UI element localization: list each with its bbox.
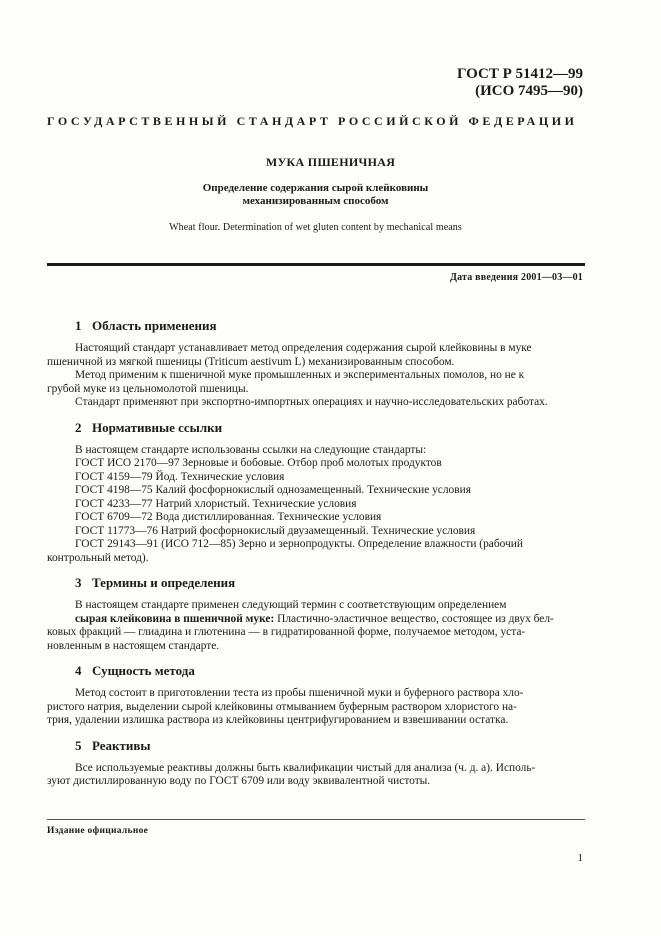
paragraph: Настоящий стандарт устанавливает метод определения содержания сырой клейковины в муке [75, 342, 532, 354]
paragraph-continuation: грубой муке из цельномолотой пшеницы. [47, 382, 249, 395]
paragraph-continuation: пшеничной из мягкой пшеницы (Triticum aestivum L) механизированным способом. [47, 355, 455, 368]
section-heading: 5 Реактивы [75, 737, 151, 753]
introduction-date: Дата введения 2001—03—01 [450, 272, 583, 283]
section-normative-references [47, 419, 585, 566]
section-scope [47, 318, 585, 410]
standard-title: МУКА ПШЕНИЧНАЯ [265, 155, 396, 169]
term-name: сырая клейковина в пшеничной муке: [75, 612, 275, 625]
paragraph-continuation: новленным в настоящем стандарте. [47, 639, 220, 652]
reference-item: ГОСТ 11773—76 Натрий фосфорнокислый двузамещенный. Технические условия [75, 524, 476, 537]
term-definition [75, 613, 585, 627]
section-heading: 2 Нормативные ссылки [75, 419, 223, 435]
reference-item: ГОСТ ИСО 2170—97 Зерновые и бобовые. Отбор проб молотых продуктов [75, 457, 442, 469]
paragraph: В настоящем стандарте применен следующий термин с соответствующим определением [75, 599, 507, 611]
paragraph-continuation: зуют дистиллированную воду по ГОСТ 6709 или воду эквивалентной чистоты. [47, 775, 431, 787]
document-body [47, 318, 585, 799]
paragraph: В настоящем стандарте использованы ссылки на следующие стандарты: [75, 443, 427, 456]
standard-subtitle [0, 182, 631, 208]
paragraph-continuation: трия, удалении излишка раствора из клейковины центрифугированием и взвешивании остатка. [47, 714, 509, 726]
english-title: Wheat flour. Determination of wet gluten content by mechanical means [169, 222, 462, 233]
footer-divider [47, 819, 585, 820]
document-number [457, 66, 583, 100]
section-heading: 1 Область применения [75, 318, 217, 333]
reference-item: ГОСТ 29143—91 (ИСО 712—85) Зерно и зернопродукты. Определение влажности (рабочий [75, 538, 523, 550]
document-number-primary: ГОСТ Р 51412—99 [456, 66, 583, 82]
paragraph-continuation: ристого натрия, выделении сырой клейковины отмыванием буферным раствором хлористого на- [47, 700, 517, 713]
term-definition-text: Пластично-эластичное вещество, состоящее из двух бел- [274, 612, 554, 625]
section-terms [47, 575, 585, 653]
reference-item: ГОСТ 4159—79 Йод. Технические условия [75, 470, 285, 483]
subtitle-line-2: механизированным способом [242, 195, 389, 207]
header-divider [47, 263, 585, 266]
paragraph: Метод применим к пшеничной муке промышленных и экспериментальных помолов, но не к [75, 369, 525, 381]
paragraph: Стандарт применяют при экспортно-импортных операциях и научно-исследовательских работах. [75, 396, 548, 408]
reference-item: ГОСТ 4233—77 Натрий хлористый. Технические условия [75, 497, 357, 510]
subtitle-line-1: Определение содержания сырой клейковины [202, 182, 429, 194]
paragraph: Все используемые реактивы должны быть квалификации чистый для анализа (ч. д. а). Исполь- [75, 761, 536, 774]
section-method-principle [47, 663, 585, 728]
section-heading: 3 Термины и определения [75, 575, 236, 590]
edition-note: Издание официальное [47, 826, 149, 836]
section-heading: 4 Сущность метода [75, 663, 195, 678]
government-standard-title: ГОСУДАРСТВЕННЫЙ СТАНДАРТ РОССИЙСКОЙ ФЕДЕРАЦИИ [47, 114, 578, 128]
reference-item: ГОСТ 6709—72 Вода дистиллированная. Технические условия [75, 511, 382, 523]
section-reagents [47, 737, 585, 789]
page-number: 1 [577, 852, 583, 864]
document-number-iso: (ИСО 7495—90) [475, 83, 583, 99]
paragraph-continuation: контрольный метод). [47, 551, 149, 564]
paragraph: Метод состоит в приготовлении теста из пробы пшеничной муки и буферного раствора хло- [75, 687, 524, 699]
reference-item: ГОСТ 4198—75 Калий фосфорнокислый однозамещенный. Технические условия [75, 484, 471, 496]
paragraph-continuation: ковых фракций — глиадина и глютенина — в гидратированной форме, получаемое методом, уста- [47, 626, 526, 638]
